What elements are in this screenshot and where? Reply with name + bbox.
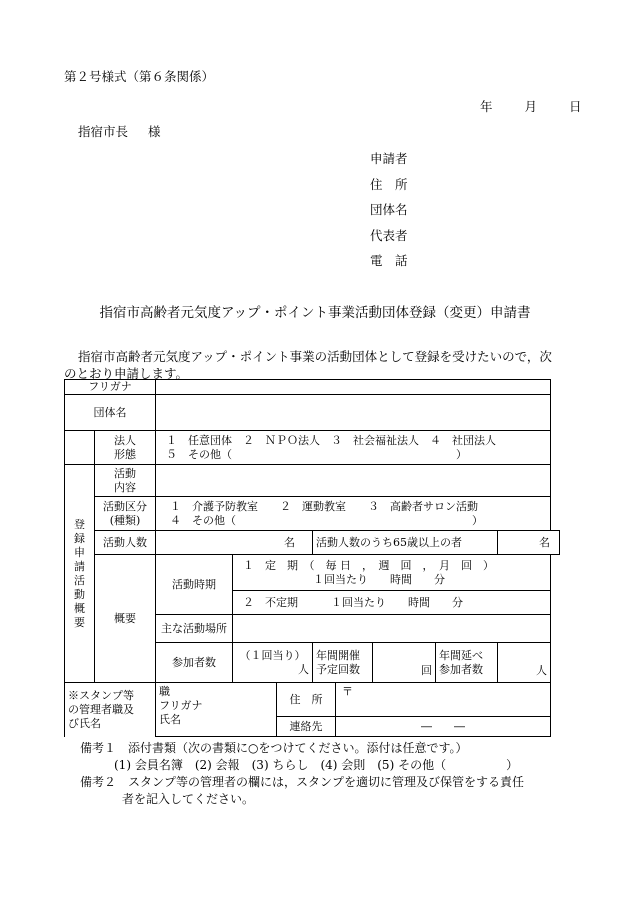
overview-label: 概要	[95, 555, 156, 683]
member-count-field[interactable]: 名	[156, 531, 313, 555]
manager-address-field[interactable]: 〒	[336, 683, 551, 717]
note-1-items: (1) 会員名簿 (2) 会報 (3) ちらし (4) 会則 (5) その他（ ）	[114, 758, 519, 772]
date-line	[480, 97, 585, 115]
activity-category-label: 活動区分 (種類)	[95, 497, 156, 531]
annual-sessions-label: 年間開催 予定回数	[313, 643, 373, 683]
annual-total-label: 年間延べ 参加者数	[436, 643, 498, 683]
over65-field[interactable]: 名	[498, 531, 560, 555]
activity-category-line2: ４ その他（ ）	[170, 513, 484, 527]
applicant-phone-field[interactable]: 電 話	[370, 253, 408, 268]
venue-field[interactable]	[233, 615, 551, 643]
form-number: 第２号様式（第６条関係）	[64, 69, 215, 84]
date-month[interactable]: 月	[524, 99, 537, 114]
group-name-label: 団体名	[65, 395, 156, 431]
application-form-table	[64, 379, 560, 737]
participants-field[interactable]: （１回当り） 人	[233, 643, 313, 683]
addressee	[78, 122, 161, 140]
manager-address-label: 住 所	[277, 683, 336, 717]
applicant-representative-field[interactable]: 代表者	[370, 227, 408, 243]
addressee-name: 指宿市長	[78, 124, 129, 139]
furigana-label: フリガナ	[65, 380, 156, 395]
activity-category-line1: １ 介護予防教室 ２ 運動教室 ３ 高齢者サロン活動	[170, 499, 479, 513]
venue-label: 主な活動場所	[156, 615, 233, 643]
date-day[interactable]: 日	[568, 99, 582, 114]
activity-period-label: 活動時期	[156, 555, 233, 615]
intro-paragraph: 指宿市高齢者元気度アップ・ポイント事業の活動団体として登録を受けたいので，次のとおり申請します。	[64, 349, 552, 381]
legal-form-label: 法人 形態	[95, 431, 156, 465]
legal-form-options[interactable]	[156, 431, 551, 465]
legal-form-line2: ５ その他（ ）	[166, 447, 468, 461]
activity-content-field[interactable]	[156, 465, 551, 497]
applicant-block	[370, 146, 408, 274]
group-name-field[interactable]	[156, 395, 551, 431]
annual-total-field[interactable]: 人	[498, 643, 551, 683]
furigana-field[interactable]	[156, 380, 551, 395]
applicant-label: 申請者	[370, 151, 408, 166]
applicant-group-field[interactable]: 団体名	[370, 202, 408, 217]
regular-line2: １回当たり 時間 分	[313, 572, 446, 586]
document-title: 指宿市高齢者元気度アップ・ポイント事業活動団体登録（変更）申請書	[99, 305, 531, 321]
over65-label: 活動人数のうち65歳以上の者	[313, 531, 498, 555]
note-1: 備考１ 添付書類（次の書類に○をつけてください。添付は任意です。）	[80, 741, 468, 755]
notes	[80, 740, 524, 808]
manager-name-field[interactable]: 職 フリガナ 氏名	[156, 683, 277, 737]
registration-overview-label: 登 録 申 請 活 動 概 要	[65, 465, 95, 683]
regular-schedule-field[interactable]	[233, 555, 551, 591]
date-year[interactable]: 年	[480, 99, 493, 114]
note-2: 備考２ スタンプ等の管理者の欄には，スタンプを適切に管理及び保管をする責任	[80, 775, 525, 789]
activity-content-label: 活動 内容	[95, 465, 156, 497]
regular-line1: １ 定 期 （ 毎 日 ， 週 回 ， 月 回 ）	[243, 558, 495, 572]
note-2-cont: 者を記入してください。	[122, 792, 255, 806]
stamp-manager-label: ※スタンプ等 の管理者職及 び氏名	[65, 683, 156, 737]
participants-label: 参加者数	[156, 643, 233, 683]
spacer-cell	[65, 431, 95, 465]
contact-label: 連絡先	[277, 717, 336, 737]
annual-sessions-field[interactable]: 回	[373, 643, 436, 683]
legal-form-line1: １ 任意団体 ２ ＮＰＯ法人 ３ 社会福祉法人 ４ 社団法人	[166, 433, 497, 447]
honorific: 様	[148, 124, 161, 139]
irregular-schedule-field[interactable]: ２ 不定期 １回当たり 時間 分	[233, 591, 551, 615]
member-count-label: 活動人数	[95, 531, 156, 555]
contact-field[interactable]: ― ―	[336, 717, 551, 737]
applicant-address-field[interactable]: 住 所	[370, 176, 408, 192]
activity-category-options[interactable]	[156, 497, 551, 531]
